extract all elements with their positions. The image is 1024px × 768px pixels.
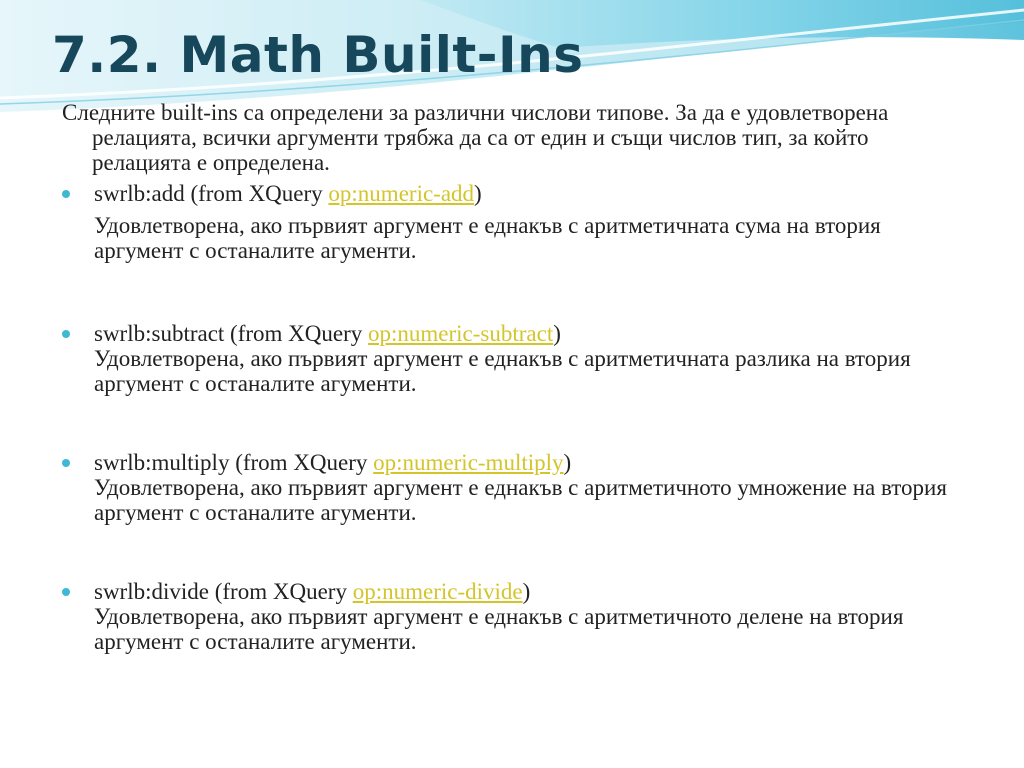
list-item-divide: [62, 579, 962, 654]
item-heading: [94, 450, 962, 475]
item-prefix: swrlb:multiply (from XQuery: [94, 450, 374, 475]
item-heading: [94, 579, 962, 604]
bullet-icon: [62, 588, 70, 596]
list-item-add: [62, 181, 962, 263]
slide-body: [62, 100, 962, 654]
item-suffix: ): [474, 181, 482, 206]
intro-paragraph: Следните built-ins са определени за различни числови типове. За да е удовлетворена релацията, всички аргументи трябжа да са от един и същи числов тип, за който релацията е определена.: [62, 100, 889, 175]
op-numeric-subtract-link[interactable]: op:numeric-subtract: [368, 321, 554, 346]
item-description: Удовлетворена, ако първият аргумент е еднакъв с аритметичната сума на втория аргумент с останалите агументи.: [94, 213, 881, 263]
list-item-subtract: [62, 321, 962, 396]
slide-title: 7.2. Math Built-Ins: [52, 26, 584, 84]
item-suffix: ): [522, 579, 531, 604]
item-prefix: swrlb:divide (from XQuery: [94, 579, 353, 604]
item-description: Удовлетворена, ако първият аргумент е еднакъв с аритметичното делене на втория аргумент с останалите агументи.: [94, 604, 904, 654]
item-prefix: swrlb:add (from XQuery: [94, 181, 329, 206]
op-numeric-add-link[interactable]: op:numeric-add: [328, 181, 475, 206]
bullet-icon: [62, 459, 70, 467]
op-numeric-multiply-link[interactable]: op:numeric-multiply: [373, 450, 564, 475]
item-suffix: ): [553, 321, 561, 346]
bullet-icon: [62, 190, 70, 198]
op-numeric-divide-link[interactable]: op:numeric-divide: [352, 579, 523, 604]
list-item-multiply: [62, 450, 962, 525]
item-prefix: swrlb:subtract (from XQuery: [94, 321, 369, 346]
item-suffix: ): [563, 450, 572, 475]
item-description: Удовлетворена, ако първият аргумент е еднакъв с аритметичното умножение на втория аргумент с останалите агументи.: [94, 475, 947, 525]
item-description: Удовлетворена, ако първият аргумент е еднакъв с аритметичната разлика на втория аргумент с останалите агументи.: [94, 346, 911, 396]
item-heading: [94, 181, 962, 206]
bullet-icon: [62, 330, 70, 338]
item-heading: [94, 321, 962, 346]
